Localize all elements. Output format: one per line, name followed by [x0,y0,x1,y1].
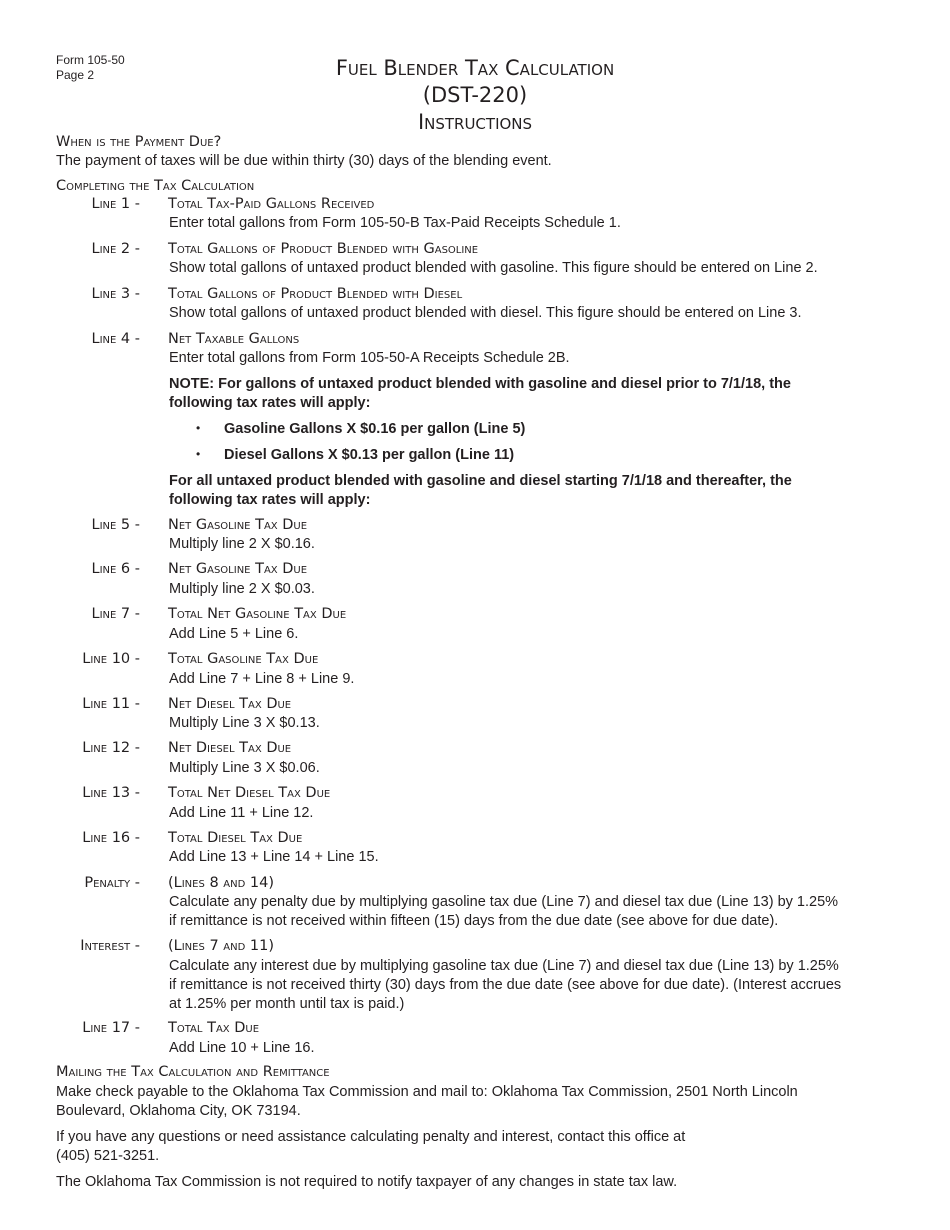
line-title: Net Gasoline Tax Due [168,561,308,577]
line-description: Add Line 5 + Line 6. [169,626,299,642]
phone-number: (405) 521-3251. [56,1148,160,1164]
bullet-dot: • [196,421,201,435]
line-label: Line 3 - [91,286,140,302]
payment-due-heading: When is the Payment Due? [56,134,222,150]
line-description: Show total gallons of untaxed product blended with gasoline. This figure should be entered on Line 2. [169,260,818,276]
line-description: Multiply line 2 X $0.03. [169,581,315,597]
form-number: Form 105-50 [56,53,125,67]
line-label: Line 4 - [91,331,140,347]
penalty-description: if remittance is not received within fifteen (15) days from the due date (see above for due date). [169,913,779,929]
line-title: Net Diesel Tax Due [168,740,292,756]
line-title: Total Gasoline Tax Due [168,651,319,667]
note-line: following tax rates will apply: [169,395,371,411]
line-label: Line 11 - [82,696,140,712]
line-description: Add Line 13 + Line 14 + Line 15. [169,849,379,865]
line-title: Total Net Diesel Tax Due [168,785,331,801]
line-description: Multiply Line 3 X $0.13. [169,715,320,731]
penalty-description: Calculate any penalty due by multiplying gasoline tax due (Line 7) and diesel tax due (Line 13) by 1.25% [169,894,839,910]
interest-description: if remittance is not received thirty (30) days from the due date (see above for due date). (Interest accrues [169,977,842,993]
note-line: NOTE: For gallons of untaxed product blended with gasoline and diesel prior to 7/1/18, the [169,376,791,392]
line-title: Total Diesel Tax Due [168,830,303,846]
page-number: Page 2 [56,68,95,82]
line-description: Multiply line 2 X $0.16. [169,536,315,552]
rate-bullet: Gasoline Gallons X $0.16 per gallon (Line 5) [224,421,526,437]
line-title: Total Tax Due [168,1020,260,1036]
interest-title: (Lines 7 and 11) [168,938,275,954]
mailing-heading: Mailing the Tax Calculation and Remittance [56,1064,330,1080]
line-description: Add Line 10 + Line 16. [169,1040,315,1056]
line-title: Net Diesel Tax Due [168,696,292,712]
penalty-label: Penalty - [84,875,140,891]
interest-label: Interest - [80,938,140,954]
page-title: Fuel Blender Tax Calculation [335,56,615,80]
questions-text: If you have any questions or need assistance calculating penalty and interest, contact this office at [56,1129,686,1145]
line-label: Line 7 - [91,606,140,622]
line-label: Line 12 - [82,740,140,756]
line-label: Line 5 - [91,517,140,533]
line-label: Line 13 - [82,785,140,801]
penalty-title: (Lines 8 and 14) [168,875,275,891]
interest-description: at 1.25% per month until tax is paid.) [169,996,405,1012]
payment-due-text: The payment of taxes will be due within thirty (30) days of the blending event. [56,153,552,169]
line-description: Enter total gallons from Form 105-50-B Tax-Paid Receipts Schedule 1. [169,215,621,231]
completing-heading: Completing the Tax Calculation [56,178,255,194]
line-label: Line 6 - [91,561,140,577]
line-label: Line 17 - [82,1020,140,1036]
note-line: following tax rates will apply: [169,492,371,508]
interest-description: Calculate any interest due by multiplying gasoline tax due (Line 7) and diesel tax due (Line 13) by 1.25% [169,958,839,974]
line-title: Total Tax-Paid Gallons Received [168,196,375,212]
form-code: (DST-220) [422,83,528,107]
note-line: For all untaxed product blended with gasoline and diesel starting 7/1/18 and thereafter, the [169,473,792,489]
line-description: Add Line 11 + Line 12. [169,805,314,821]
line-label: Line 1 - [91,196,140,212]
line-description: Show total gallons of untaxed product blended with diesel. This figure should be entered on Line 3. [169,305,802,321]
line-description: Add Line 7 + Line 8 + Line 9. [169,671,355,687]
mailing-text: Make check payable to the Oklahoma Tax Commission and mail to: Oklahoma Tax Commission, 2501 North Lincoln [56,1084,798,1100]
bullet-dot: • [196,447,201,461]
line-title: Total Gallons of Product Blended with Gasoline [168,241,479,257]
line-label: Line 10 - [82,651,140,667]
disclaimer-text: The Oklahoma Tax Commission is not required to notify taxpayer of any changes in state tax law. [56,1174,678,1190]
page-subtitle: Instructions [417,110,533,134]
line-label: Line 2 - [91,241,140,257]
line-title: Net Taxable Gallons [168,331,300,347]
line-label: Line 16 - [82,830,140,846]
rate-bullet: Diesel Gallons X $0.13 per gallon (Line 11) [224,447,515,463]
line-description: Enter total gallons from Form 105-50-A Receipts Schedule 2B. [169,350,570,366]
mailing-text: Boulevard, Oklahoma City, OK 73194. [56,1103,301,1119]
line-description: Multiply Line 3 X $0.06. [169,760,320,776]
line-title: Total Net Gasoline Tax Due [168,606,347,622]
line-title: Total Gallons of Product Blended with Diesel [168,286,463,302]
line-title: Net Gasoline Tax Due [168,517,308,533]
